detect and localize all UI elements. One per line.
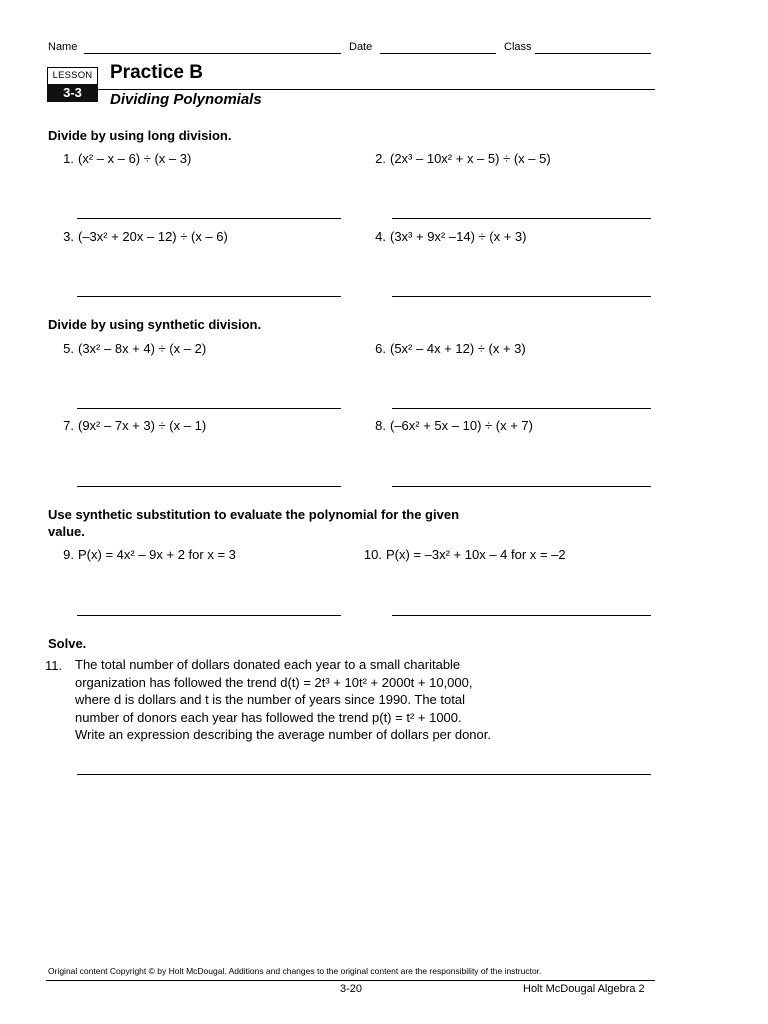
problem-11-line: where d is dollars and t is the number of years since 1990. The total [75, 692, 465, 708]
answer-line-11[interactable] [77, 774, 651, 775]
name-field-line[interactable] [84, 53, 341, 54]
problem-number: 9. [63, 547, 74, 562]
answer-line-7[interactable] [77, 486, 341, 487]
name-label: Name [48, 41, 78, 53]
problem-6 [360, 341, 526, 356]
footer-rule [46, 980, 655, 981]
section-heading-synthetic-substitution-cont: value. [48, 524, 85, 539]
section-heading-solve: Solve. [48, 636, 87, 651]
lesson-number: 3-3 [47, 84, 98, 102]
class-label: Class [504, 41, 532, 53]
problem-text: P(x) = 4x² – 9x + 2 for x = 3 [78, 547, 236, 562]
problem-number: 3. [63, 229, 74, 244]
problem-11-text [75, 656, 545, 744]
answer-line-3[interactable] [77, 296, 341, 297]
problem-number: 7. [63, 418, 74, 433]
problem-11-line: The total number of dollars donated each year to a small charitable [75, 657, 461, 672]
problem-11-line: organization has followed the trend d(t) = 2t³ + 10t² + 2000t + 10,000, [75, 674, 473, 690]
footer-book-title: Holt McDougal Algebra 2 [523, 983, 645, 995]
problem-number: 5. [63, 341, 74, 356]
answer-line-5[interactable] [77, 408, 341, 409]
problem-number: 6. [375, 341, 386, 356]
section-heading-synthetic-substitution: Use synthetic substitution to evaluate the polynomial for the given [48, 507, 460, 522]
problem-2 [360, 151, 551, 166]
page-subtitle: Dividing Polynomials [110, 91, 262, 108]
answer-line-6[interactable] [392, 408, 651, 409]
problem-number: 1. [63, 151, 74, 166]
answer-line-1[interactable] [77, 218, 341, 219]
answer-line-8[interactable] [392, 486, 651, 487]
problem-9 [48, 547, 236, 562]
problem-text: (9x² – 7x + 3) ÷ (x – 1) [78, 418, 207, 433]
problem-text: (5x² – 4x + 12) ÷ (x + 3) [390, 341, 526, 356]
answer-line-9[interactable] [77, 615, 341, 616]
problem-text: P(x) = –3x² + 10x – 4 for x = –2 [386, 547, 566, 562]
lesson-label: LESSON [47, 67, 98, 84]
problem-5 [48, 341, 206, 356]
problem-text: (3x² – 8x + 4) ÷ (x – 2) [78, 341, 207, 356]
problem-text: (3x³ + 9x² –14) ÷ (x + 3) [390, 229, 527, 244]
section-heading-synthetic-division: Divide by using synthetic division. [48, 317, 262, 332]
problem-text: (x² – x – 6) ÷ (x – 3) [78, 151, 192, 166]
date-label: Date [349, 41, 373, 53]
problem-1 [48, 151, 191, 166]
problem-10 [356, 547, 566, 562]
problem-8 [360, 418, 533, 433]
answer-line-4[interactable] [392, 296, 651, 297]
problem-number: 10. [363, 547, 382, 562]
answer-line-2[interactable] [392, 218, 651, 219]
title-rule [98, 89, 655, 90]
footer-page-number: 3-20 [340, 983, 363, 995]
problem-number: 8. [375, 418, 386, 433]
page-title: Practice B [110, 62, 203, 83]
problem-text: (–3x² + 20x – 12) ÷ (x – 6) [78, 229, 228, 244]
problem-11-line: Write an expression describing the average number of dollars per donor. [75, 727, 491, 743]
problem-11-line: number of donors each year has followed the trend p(t) = t² + 1000. [75, 709, 462, 725]
footer-copyright: Original content Copyright © by Holt McDougal. Additions and changes to the original content are the responsibility of the instructor. [48, 966, 542, 976]
problem-text: (2x³ – 10x² + x – 5) ÷ (x – 5) [390, 151, 551, 166]
problem-3 [48, 229, 228, 244]
problem-4 [360, 229, 526, 244]
section-heading-long-division: Divide by using long division. [48, 128, 232, 143]
class-field-line[interactable] [535, 53, 651, 54]
problem-number: 2. [375, 151, 386, 166]
answer-line-10[interactable] [392, 615, 651, 616]
date-field-line[interactable] [380, 53, 496, 54]
problem-7 [48, 418, 206, 433]
lesson-badge [47, 67, 98, 101]
problem-11-number: 11. [45, 658, 63, 673]
problem-number: 4. [375, 229, 386, 244]
problem-text: (–6x² + 5x – 10) ÷ (x + 7) [390, 418, 533, 433]
